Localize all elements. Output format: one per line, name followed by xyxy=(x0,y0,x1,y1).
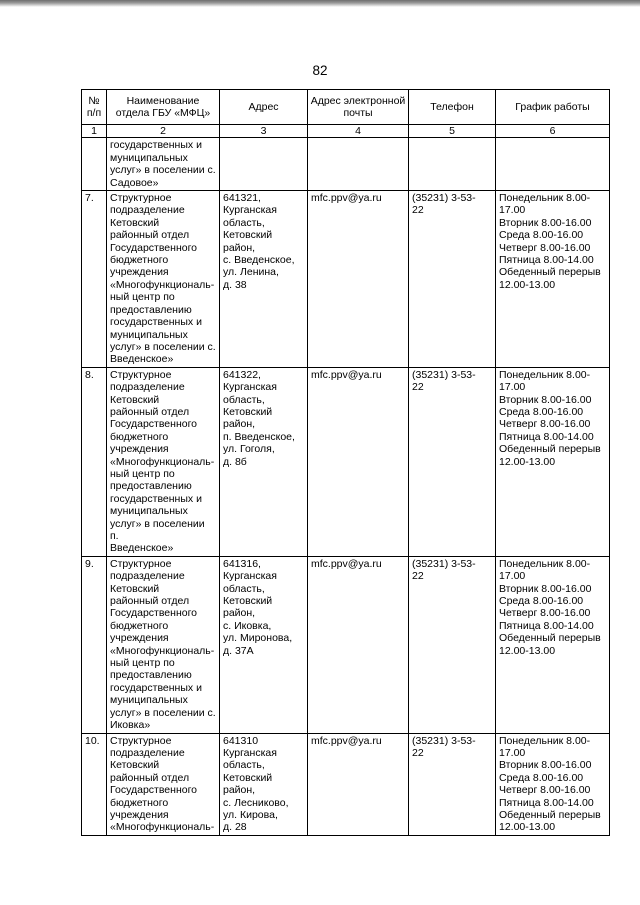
row-number: 8. xyxy=(82,367,107,556)
header-address: Адрес xyxy=(220,90,308,125)
continuation-empty-cell xyxy=(409,138,496,191)
office-name: Структурное подразделение Кетовский районный отдел Государственного бюджетного учреждения «Многофункциональ- xyxy=(107,733,220,835)
office-name: Структурное подразделение Кетовский районный отдел Государственного бюджетного учреждения «Многофункциональ- ный центр по предоставлению государственных и муниципальных услуг» в поселении п. Введенское» xyxy=(107,367,220,556)
continuation-row xyxy=(82,138,610,191)
row-number: 9. xyxy=(82,556,107,733)
header-schedule: График работы xyxy=(496,90,610,125)
office-name: Структурное подразделение Кетовский районный отдел Государственного бюджетного учреждения «Многофункциональ- ный центр по предоставлению государственных и муниципальных услуг» в поселении с. Иковка» xyxy=(107,556,220,733)
column-number: 2 xyxy=(107,125,220,138)
office-phone: (35231) 3-53- 22 xyxy=(409,556,496,733)
table-row xyxy=(82,191,610,368)
continuation-empty-cell xyxy=(308,138,409,191)
office-address: 641310 Курганская область, Кетовский район, с. Лесниково, ул. Кирова, д. 28 xyxy=(220,733,308,835)
office-address: 641321, Курганская область, Кетовский район, с. Введенское, ул. Ленина, д. 38 xyxy=(220,191,308,368)
office-schedule: Понедельник 8.00- 17.00 Вторник 8.00-16.00 Среда 8.00-16.00 Четверг 8.00-16.00 Пятница 8.00-14.00 Обеденный перерыв 12.00-13.00 xyxy=(496,367,610,556)
column-number: 5 xyxy=(409,125,496,138)
office-schedule: Понедельник 8.00- 17.00 Вторник 8.00-16.00 Среда 8.00-16.00 Четверг 8.00-16.00 Пятница 8.00-14.00 Обеденный перерыв 12.00-13.00 xyxy=(496,556,610,733)
row-number: 10. xyxy=(82,733,107,835)
office-email: mfc.ppv@ya.ru xyxy=(308,733,409,835)
table-row xyxy=(82,733,610,835)
continuation-empty-cell xyxy=(220,138,308,191)
mfc-offices-table xyxy=(81,89,610,836)
office-address: 641322, Курганская область, Кетовский район, п. Введенское, ул. Гоголя, д. 8б xyxy=(220,367,308,556)
office-address: 641316, Курганская область, Кетовский район, с. Иковка, ул. Миронова, д. 37А xyxy=(220,556,308,733)
office-schedule: Понедельник 8.00- 17.00 Вторник 8.00-16.00 Среда 8.00-16.00 Четверг 8.00-16.00 Пятница 8.00-14.00 Обеденный перерыв 12.00-13.00 xyxy=(496,733,610,835)
continuation-num-cell xyxy=(82,138,107,191)
continuation-empty-cell xyxy=(496,138,610,191)
scan-edge xyxy=(0,0,640,7)
table-row xyxy=(82,556,610,733)
column-number: 3 xyxy=(220,125,308,138)
office-name: Структурное подразделение Кетовский районный отдел Государственного бюджетного учреждения «Многофункциональ- ный центр по предоставлению государственных и муниципальных услуг» в поселении с. Введенское» xyxy=(107,191,220,368)
page-number: 82 xyxy=(312,63,328,78)
office-phone: (35231) 3-53- 22 xyxy=(409,733,496,835)
office-email: mfc.ppv@ya.ru xyxy=(308,367,409,556)
row-number: 7. xyxy=(82,191,107,368)
header-email: Адрес электронной почты xyxy=(308,90,409,125)
header-phone: Телефон xyxy=(409,90,496,125)
office-phone: (35231) 3-53- 22 xyxy=(409,191,496,368)
office-phone: (35231) 3-53- 22 xyxy=(409,367,496,556)
column-numbers-row xyxy=(82,125,610,138)
table-row xyxy=(82,367,610,556)
column-number: 1 xyxy=(82,125,107,138)
header-row xyxy=(82,90,610,125)
office-email: mfc.ppv@ya.ru xyxy=(308,556,409,733)
column-number: 6 xyxy=(496,125,610,138)
header-num: № п/п xyxy=(82,90,107,125)
continuation-name-cell: государственных и муниципальных услуг» в поселении с. Садовое» xyxy=(107,138,220,191)
header-name: Наименование отдела ГБУ «МФЦ» xyxy=(107,90,220,125)
office-email: mfc.ppv@ya.ru xyxy=(308,191,409,368)
column-number: 4 xyxy=(308,125,409,138)
office-schedule: Понедельник 8.00- 17.00 Вторник 8.00-16.00 Среда 8.00-16.00 Четверг 8.00-16.00 Пятница 8.00-14.00 Обеденный перерыв 12.00-13.00 xyxy=(496,191,610,368)
